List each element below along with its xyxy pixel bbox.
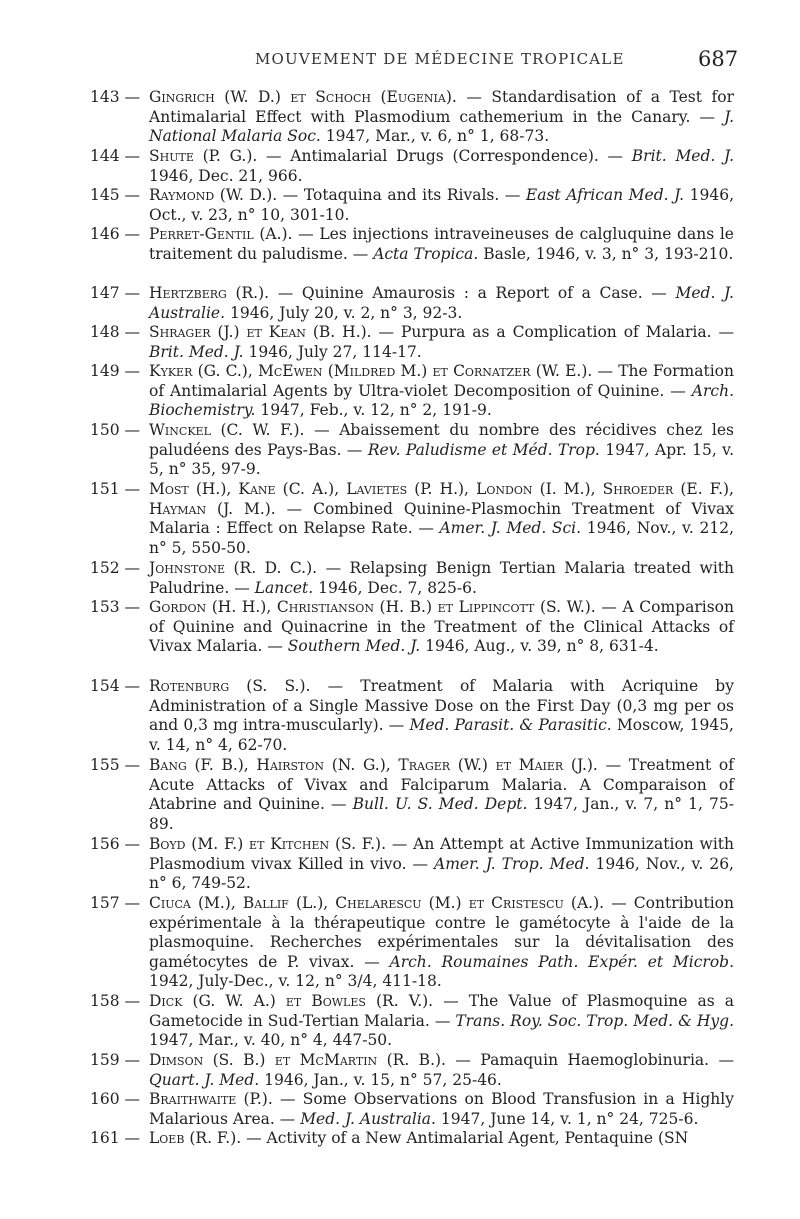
entry-authors: Rotenburg (S. S.).: [149, 677, 311, 695]
entry-authors: Gordon (H. H.), Christianson (H. B.) et Lippincott (S. W.).: [149, 598, 596, 616]
entry-journal: Med. J. Australia.: [300, 1109, 436, 1128]
entry-details: Moscow, 1945, v. 14, n° 4, 62-70.: [149, 716, 734, 754]
entry-details: 1947, Mar., v. 40, n° 4, 447-50.: [149, 1031, 393, 1049]
entry-authors: Shute (P. G.).: [149, 147, 258, 165]
entry-details: 1946, July 20, v. 2, n° 3, 92-3.: [229, 303, 463, 322]
entry-details: 1947, June 14, v. 1, n° 24, 725-6.: [440, 1109, 699, 1128]
bibliography-entry: [90, 480, 734, 559]
entry-number: 154 —: [90, 677, 141, 695]
entry-number: 152 —: [90, 559, 141, 577]
entry-journal: Lancet.: [254, 578, 314, 597]
entry-journal: Brit. Med. J.: [631, 147, 734, 165]
entry-journal: East African Med. J.: [525, 186, 685, 204]
entry-number: 148 —: [90, 323, 141, 341]
bibliography-entry: [90, 225, 734, 284]
entry-authors: Most (H.), Kane (C. A.), Lavietes (P. H.), London (I. M.), Shroeder (E. F.), Hayman (J. M.).: [149, 480, 734, 518]
entry-number: 145 —: [90, 186, 141, 204]
entry-journal: Amer. J. Trop. Med.: [434, 854, 590, 873]
entry-authors: Braithwaite (P.).: [149, 1090, 273, 1108]
entry-number: 147 —: [90, 284, 141, 302]
bibliography-entry: [90, 992, 734, 1051]
entry-authors: Loeb (R. F.).: [149, 1129, 242, 1147]
entry-number: 150 —: [90, 421, 141, 439]
entry-details: 1946, Jan., v. 15, n° 57, 25-46.: [264, 1070, 502, 1089]
entry-number: 160 —: [90, 1090, 141, 1108]
entry-details: Basle, 1946, v. 3, n° 3, 193-210.: [483, 244, 734, 263]
bibliography-list: [0, 88, 800, 1149]
entry-number: 159 —: [90, 1051, 141, 1069]
entry-authors: Perret-Gentil (A.).: [149, 225, 293, 243]
entry-details: 1946, July 27, 114-17.: [248, 342, 422, 361]
bibliography-entry: [90, 1090, 734, 1129]
entry-details: 1946, Nov., v. 212, n° 5, 550-50.: [149, 519, 734, 557]
entry-number: 151 —: [90, 480, 141, 498]
entry-number: 156 —: [90, 835, 141, 853]
page-number: 687: [698, 47, 739, 71]
entry-title: — Pamaquin Haemoglobinuria. —: [455, 1051, 735, 1069]
entry-number: 157 —: [90, 894, 141, 912]
entry-title: — Quinine Amaurosis : a Report of a Case. —: [277, 284, 667, 302]
entry-authors: Bang (F. B.), Hairston (N. G.), Trager (W.) et Maier (J.).: [149, 756, 598, 774]
running-title: MOUVEMENT DE MÉDECINE TROPICALE: [255, 50, 625, 68]
entry-journal: J. National Malaria Soc.: [149, 107, 734, 145]
bibliography-entry: [90, 598, 734, 677]
bibliography-entry: [90, 284, 734, 323]
entry-authors: Kyker (G. C.), McEwen (Mildred M.) et Cornatzer (W. E.).: [149, 362, 593, 380]
bibliography-entry: [90, 835, 734, 894]
entry-journal: Southern Med. J.: [287, 637, 421, 655]
entry-journal: Brit. Med. J.: [149, 342, 244, 361]
entry-details: 1947, Jan., v. 7, n° 1, 75-89.: [149, 795, 735, 833]
bibliography-entry: [90, 362, 734, 421]
entry-details: 1947, Feb., v. 12, n° 2, 191-9.: [260, 401, 492, 419]
entry-title: — Combined Quinine-Plasmochin Treatment of Vivax Malaria : Effect on Relapse Rate. —: [149, 499, 734, 537]
bibliography-entry: [90, 756, 735, 835]
entry-title: — An Attempt at Active Immunization with Plasmodium vivax Killed in vivo. —: [149, 835, 734, 873]
entry-journal: Quart. J. Med.: [149, 1070, 260, 1089]
entry-title: — A Comparison of Quinine and Quinacrine in the Treatment of the Clinical Attacks of Vivax Malaria. —: [149, 598, 734, 655]
bibliography-entry: [90, 323, 734, 362]
entry-title: — Treatment of Malaria with Acriquine by Administration of a Single Massive Dose on the First Day (0,3 mg per os and 0,3 mg intra-muscularly). —: [149, 677, 734, 734]
entry-authors: Dimson (S. B.) et McMartin (R. B.).: [149, 1051, 446, 1069]
entry-number: 144 —: [90, 147, 141, 165]
entry-details: 1947, Apr. 15, v. 5, n° 35, 97-9.: [149, 440, 734, 478]
bibliography-entry: [90, 88, 734, 147]
entry-number: 146 —: [90, 225, 141, 243]
entry-authors: Johnstone (R. D. C.).: [149, 559, 318, 577]
entry-title: — Purpura as a Complication of Malaria. —: [378, 323, 734, 341]
entry-details: 1947, Mar., v. 6, n° 1, 68-73.: [325, 127, 550, 145]
entry-title: — The Value of Plasmoquine as a Gametocide in Sud-Tertian Malaria. —: [149, 992, 734, 1030]
entry-authors: Raymond (W. D.).: [149, 186, 278, 204]
entry-authors: Shrager (J.) et Kean (B. H.).: [149, 323, 372, 341]
entry-journal: Arch. Roumaines Path. Expér. et Microb.: [389, 952, 735, 971]
entry-journal: Trans. Roy. Soc. Trop. Med. & Hyg.: [455, 1011, 734, 1030]
bibliography-entry: [90, 1051, 735, 1090]
entry-details: 1946, Dec. 7, 825-6.: [318, 578, 477, 597]
entry-details: 1946, Nov., v. 26, n° 6, 749-52.: [149, 854, 734, 892]
entry-journal: Acta Tropica.: [373, 244, 479, 263]
entry-authors: Ciuca (M.), Ballif (L.), Chelarescu (M.) et Cristescu (A.).: [149, 894, 605, 912]
entry-authors: Gingrich (W. D.) et Schoch (Eugenia).: [149, 88, 457, 106]
bibliography-entry: [90, 186, 734, 225]
entry-journal: Med. J. Australie.: [149, 284, 734, 322]
entry-authors: Hertzberg (R.).: [149, 284, 270, 302]
entry-title: — Activity of a New Antimalarial Agent, Pentaquine (SN: [246, 1129, 689, 1147]
entry-title: — Totaquina and its Rivals. —: [282, 186, 521, 204]
entry-journal: Rev. Paludisme et Méd. Trop.: [367, 440, 600, 459]
entry-authors: Winckel (C. W. F.).: [149, 421, 305, 439]
entry-title: — Contribution expérimentale à la thérapeutique contre le gamétocyte à l'aide de la plasmoquine. Recherches expérimentales sur la dévitalisation des gamétocytes de P. vivax. —: [149, 894, 734, 971]
entry-title: — Standardisation of a Test for Antimalarial Effect with Plasmodium cathemerium in the Canary. —: [149, 88, 734, 126]
bibliography-entry: [90, 677, 734, 756]
bibliography-entry: [90, 559, 734, 598]
entry-number: 161 —: [90, 1129, 141, 1147]
bibliography-entry: [90, 421, 734, 480]
entry-details: 1946, Aug., v. 39, n° 8, 631-4.: [425, 637, 659, 655]
entry-details: 1942, July-Dec., v. 12, n° 3/4, 411-18.: [149, 972, 442, 990]
entry-number: 153 —: [90, 598, 141, 616]
entry-journal: Bull. U. S. Med. Dept.: [352, 795, 528, 813]
entry-journal: Amer. J. Med. Sci.: [439, 519, 582, 537]
entry-title: — Treatment of Acute Attacks of Vivax and Falciparum Malaria. A Comparaison of Atabrine and Quinine. —: [149, 756, 734, 813]
entry-title: — Les injections intraveineuses de calgluquine dans le traitement du paludisme. —: [149, 225, 734, 263]
entry-title: — Abaissement du nombre des récidives chez les paludéens des Pays-Bas. —: [149, 421, 734, 459]
entry-title: — Relapsing Benign Tertian Malaria treated with Paludrine. —: [149, 559, 734, 597]
entry-number: 143 —: [90, 88, 141, 106]
entry-number: 149 —: [90, 362, 141, 380]
entry-title: — The Formation of Antimalarial Agents by Ultra-violet Decomposition of Quinine. —: [149, 362, 734, 400]
entry-authors: Boyd (M. F.) et Kitchen (S. F.).: [149, 835, 387, 853]
running-header: [0, 47, 800, 80]
bibliography-entry: [90, 1129, 734, 1149]
entry-title: — Antimalarial Drugs (Correspondence). —: [266, 147, 624, 165]
entry-authors: Dick (G. W. A.) et Bowles (R. V.).: [149, 992, 434, 1010]
entry-number: 155 —: [90, 756, 141, 774]
bibliography-entry: [90, 147, 734, 186]
bibliography-entry: [90, 894, 735, 992]
entry-number: 158 —: [90, 992, 141, 1010]
entry-journal: Med. Parasit. & Parasitic.: [409, 716, 612, 734]
entry-details: 1946, Oct., v. 23, n° 10, 301-10.: [149, 186, 734, 224]
entry-title: — Some Observations on Blood Transfusion in a Highly Malarious Area. —: [149, 1090, 734, 1128]
entry-journal: Arch. Biochemistry.: [149, 381, 734, 419]
entry-details: 1946, Dec. 21, 966.: [149, 166, 303, 185]
